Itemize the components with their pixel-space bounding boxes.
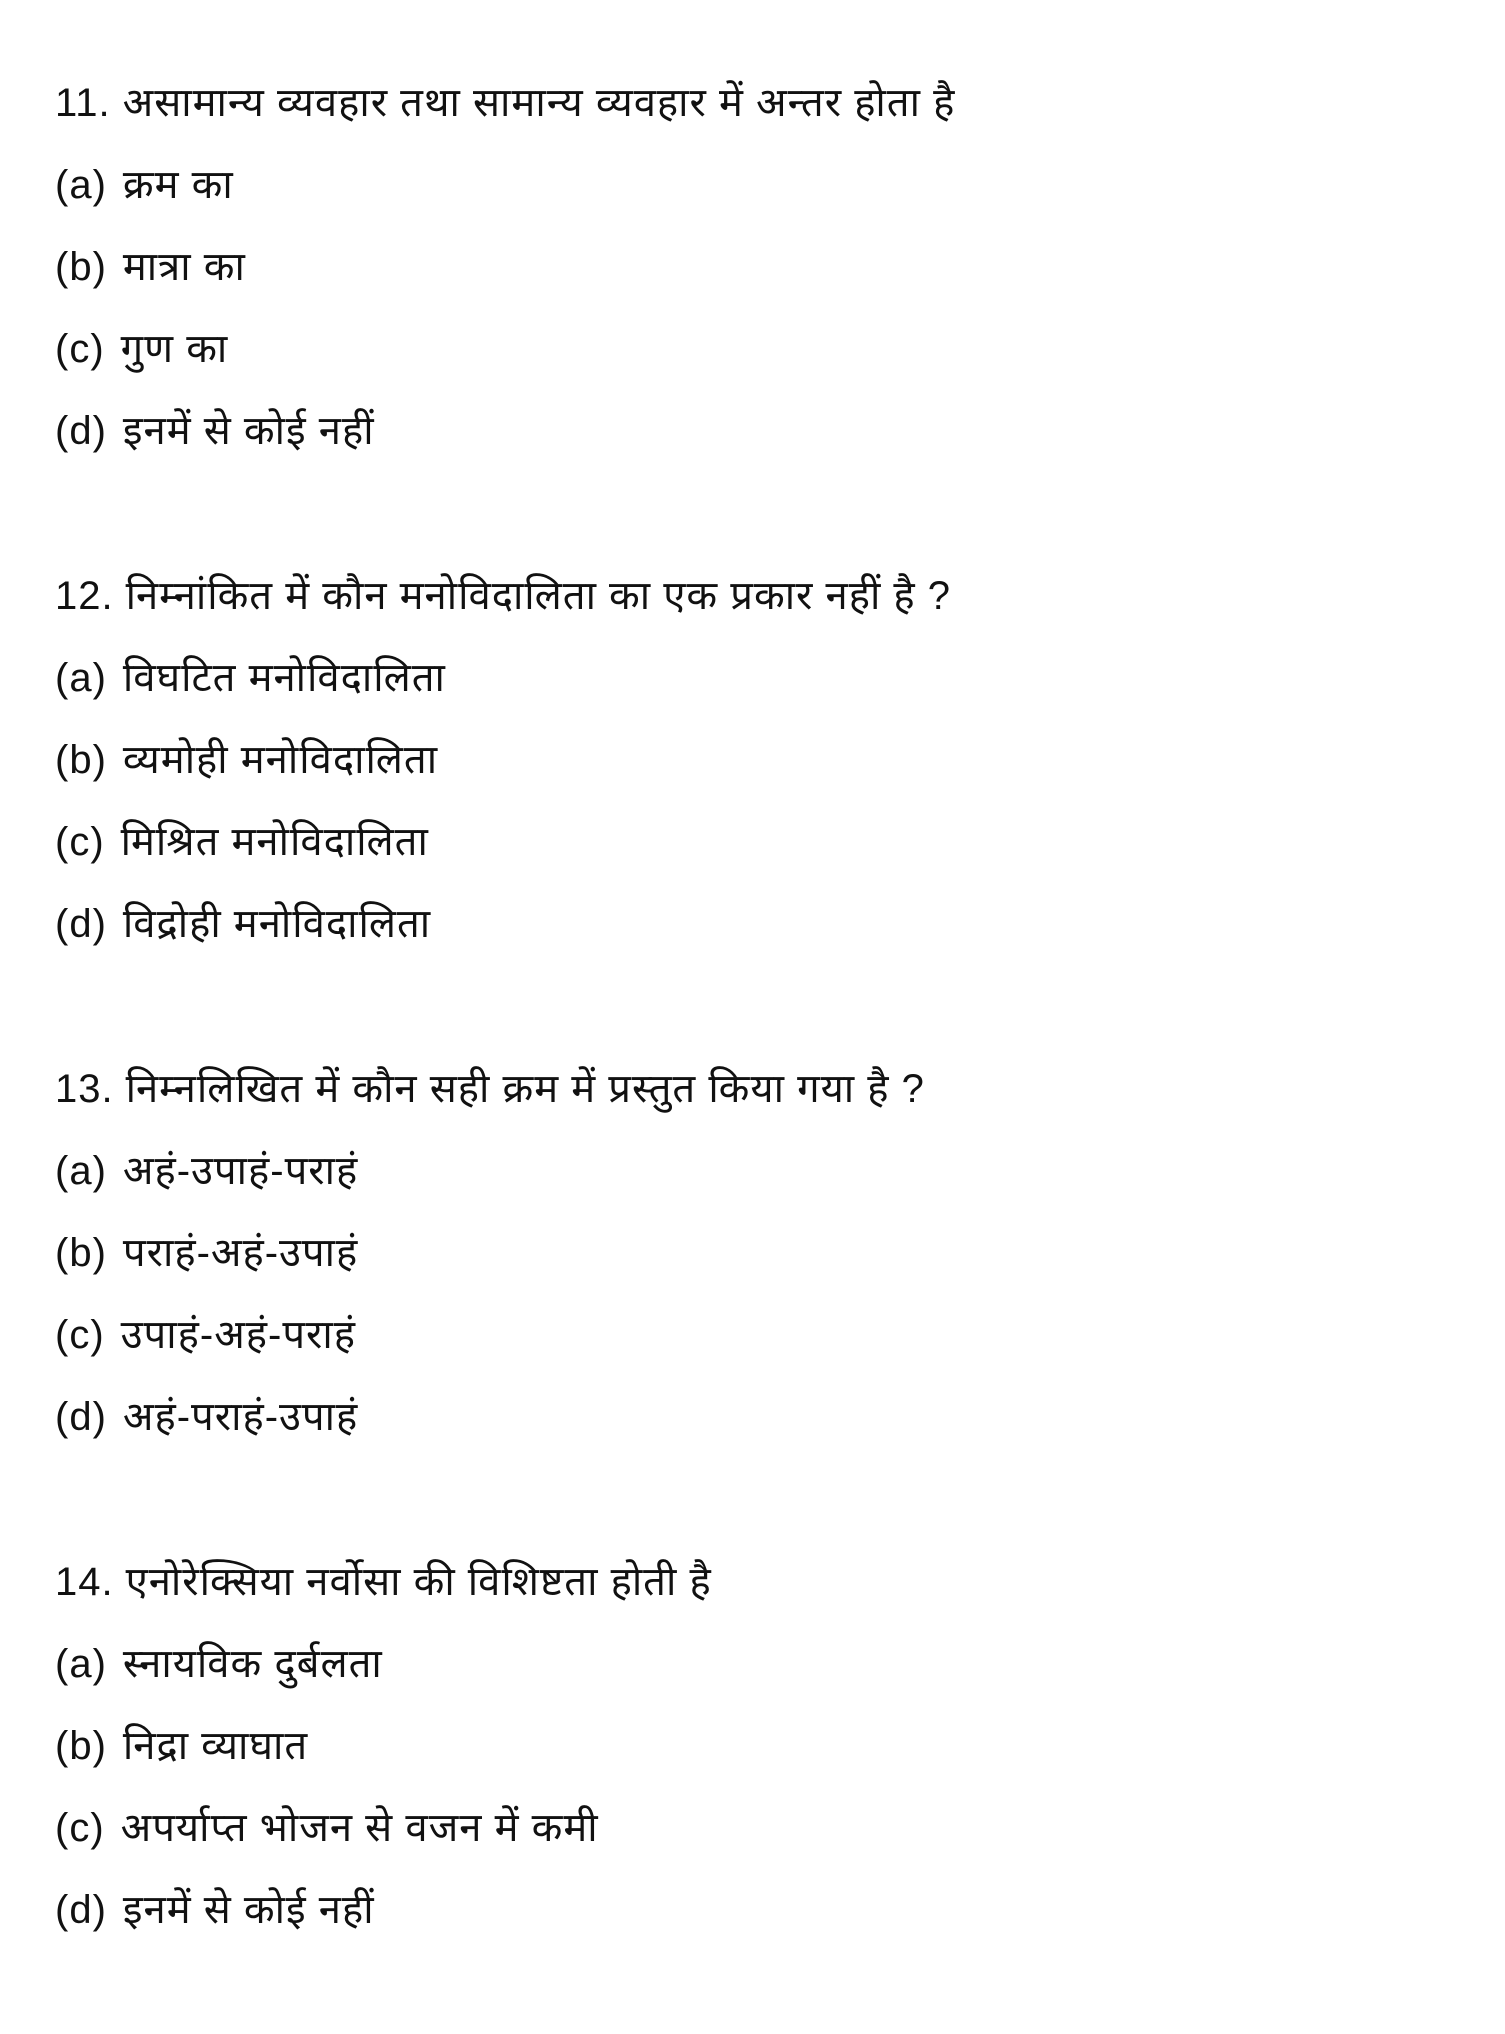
- option-b: [55, 1212, 925, 1294]
- option-label: (b): [55, 1231, 107, 1275]
- option-label: (d): [55, 1395, 107, 1439]
- option-text: मात्रा का: [122, 245, 246, 289]
- option-text: अहं-उपाहं-पराहं: [122, 1149, 359, 1193]
- option-text: पराहं-अहं-उपाहं: [122, 1231, 359, 1275]
- question-stem: एनोरेक्सिया नर्वोसा की विशिष्टता होती है: [125, 1560, 712, 1604]
- option-text: निद्रा व्याघात: [122, 1724, 309, 1768]
- option-a: [55, 1623, 712, 1705]
- option-c: [55, 1294, 925, 1376]
- option-label: (a): [55, 1149, 107, 1193]
- option-text: गुण का: [120, 327, 229, 371]
- question-text: [55, 555, 951, 637]
- option-text: क्रम का: [122, 163, 234, 207]
- question-number: 14.: [55, 1560, 114, 1604]
- option-text: इनमें से कोई नहीं: [122, 409, 375, 453]
- question-stem: असामान्य व्यवहार तथा सामान्य व्यवहार में अन्तर होता है: [122, 81, 956, 125]
- question-stem: निम्नांकित में कौन मनोविदालिता का एक प्रकार नहीं है ?: [125, 574, 952, 618]
- option-a: [55, 144, 955, 226]
- option-label: (d): [55, 409, 107, 453]
- option-label: (b): [55, 245, 107, 289]
- question-number: 11.: [55, 81, 111, 125]
- question-number: 13.: [55, 1067, 114, 1111]
- question-13: [55, 1048, 925, 1458]
- option-d: [55, 883, 951, 965]
- option-text: अपर्याप्त भोजन से वजन में कमी: [120, 1806, 599, 1850]
- option-b: [55, 1705, 712, 1787]
- question-text: [55, 1541, 712, 1623]
- option-c: [55, 1787, 712, 1869]
- option-label: (c): [55, 327, 105, 371]
- option-label: (b): [55, 1724, 107, 1768]
- option-label: (d): [55, 1888, 107, 1932]
- question-12: [55, 555, 951, 965]
- option-b: [55, 226, 955, 308]
- option-text: मिश्रित मनोविदालिता: [120, 820, 429, 864]
- option-c: [55, 308, 955, 390]
- option-b: [55, 719, 951, 801]
- option-label: (b): [55, 738, 107, 782]
- option-d: [55, 390, 955, 472]
- option-text: अहं-पराहं-उपाहं: [122, 1395, 359, 1439]
- question-number: 12.: [55, 574, 114, 618]
- option-d: [55, 1869, 712, 1951]
- question-14: [55, 1541, 712, 1951]
- option-text: व्यमोही मनोविदालिता: [122, 738, 439, 782]
- question-text: [55, 62, 955, 144]
- option-label: (c): [55, 1806, 105, 1850]
- option-label: (c): [55, 1313, 105, 1357]
- option-label: (a): [55, 1642, 107, 1686]
- option-a: [55, 637, 951, 719]
- option-text: विद्रोही मनोविदालिता: [122, 902, 432, 946]
- option-a: [55, 1130, 925, 1212]
- question-11: [55, 62, 955, 472]
- option-text: विघटित मनोविदालिता: [122, 656, 446, 700]
- option-label: (d): [55, 902, 107, 946]
- question-stem: निम्नलिखित में कौन सही क्रम में प्रस्तुत किया गया है ?: [125, 1067, 925, 1111]
- option-label: (c): [55, 820, 105, 864]
- option-label: (a): [55, 656, 107, 700]
- option-c: [55, 801, 951, 883]
- question-text: [55, 1048, 925, 1130]
- option-label: (a): [55, 163, 107, 207]
- option-text: स्नायविक दुर्बलता: [122, 1642, 383, 1686]
- option-text: उपाहं-अहं-पराहं: [120, 1313, 357, 1357]
- option-d: [55, 1376, 925, 1458]
- option-text: इनमें से कोई नहीं: [122, 1888, 375, 1932]
